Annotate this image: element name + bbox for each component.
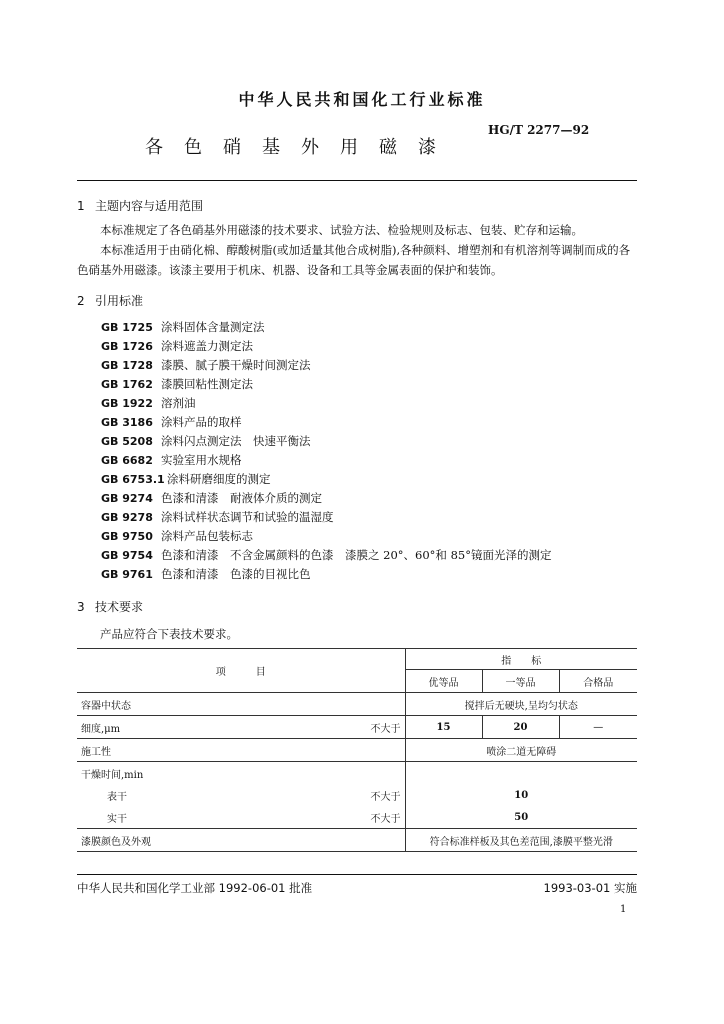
- row-label: 容器中状态: [77, 693, 405, 716]
- row-value: 搅拌后无硬块,呈均匀状态: [405, 693, 637, 716]
- reference-item: [101, 489, 551, 508]
- reference-item: [101, 527, 551, 546]
- reference-code: GB 6753.1: [101, 473, 165, 486]
- reference-title: 漆膜回粘性测定法: [161, 377, 253, 391]
- reference-code: GB 1725: [101, 321, 153, 334]
- item-column-header: 项 目: [77, 649, 405, 693]
- reference-code: GB 1922: [101, 397, 153, 410]
- reference-item: [101, 432, 551, 451]
- header-rule: [77, 180, 637, 181]
- reference-item: [101, 508, 551, 527]
- table-row: [77, 716, 637, 739]
- section-2-heading: [77, 292, 143, 309]
- reference-code: GB 9278: [101, 511, 153, 524]
- row-value: 喷涂二道无障碍: [405, 739, 637, 762]
- reference-title: 漆膜、腻子膜干燥时间测定法: [161, 358, 311, 372]
- row-condition: 不大于: [370, 813, 401, 825]
- issuing-organization: 中华人民共和国化工行业标准: [238, 90, 486, 109]
- section-title: 主题内容与适用范围: [95, 199, 204, 213]
- table-row: [77, 693, 637, 716]
- reference-item: [101, 413, 551, 432]
- section-title: 引用标准: [95, 294, 144, 308]
- reference-code: GB 5208: [101, 435, 153, 448]
- section-1-paragraph-2: 本标准适用于由硝化棉、醇酸树脂(或加适量其他合成树脂),各种颜料、增塑剂和有机溶剂等调制而成的各色硝基外用磁漆。该漆主要用于机床、机器、设备和工具等金属表面的保护和装饰。: [77, 243, 631, 277]
- row-value-first: 20: [482, 716, 559, 739]
- row-label: 干燥时间,min: [77, 762, 405, 785]
- row-label: 实干: [107, 813, 127, 825]
- implementation-date: 1993-03-01 实施: [543, 881, 637, 895]
- section-number: 3: [77, 600, 85, 614]
- index-column-header: 指 标: [405, 649, 637, 670]
- reference-title: 涂料研磨细度的测定: [167, 472, 271, 486]
- reference-title: 色漆和清漆 耐液体介质的测定: [161, 491, 322, 505]
- reference-title: 涂料试样状态调节和试验的温湿度: [161, 510, 334, 524]
- reference-title: 涂料闪点测定法 快速平衡法: [161, 434, 311, 448]
- reference-item: [101, 375, 551, 394]
- reference-item: [101, 394, 551, 413]
- reference-title: 色漆和清漆 色漆的目视比色: [161, 567, 311, 581]
- reference-title: 涂料遮盖力测定法: [161, 339, 253, 353]
- reference-item: [101, 337, 551, 356]
- row-value: 符合标准样板及其色差范围,漆膜平整光滑: [405, 829, 637, 852]
- reference-list: [101, 318, 551, 584]
- reference-item: [101, 356, 551, 375]
- table-row: [77, 739, 637, 762]
- section-3-heading: [77, 598, 143, 615]
- page-number: 1: [620, 904, 627, 915]
- row-value-qualified: —: [559, 716, 637, 739]
- standard-code: HG/T 2277—92: [488, 123, 590, 137]
- reference-code: GB 1726: [101, 340, 153, 353]
- reference-code: GB 3186: [101, 416, 153, 429]
- document-title: 各色硝基外用磁漆: [145, 137, 457, 158]
- grade-header-first: 一等品: [482, 670, 559, 693]
- reference-item: [101, 451, 551, 470]
- row-condition: 不大于: [370, 723, 401, 735]
- row-label-cell: [77, 784, 405, 806]
- section-1-heading: [77, 197, 203, 214]
- technical-requirements-table: [77, 648, 637, 852]
- table-row: [77, 829, 637, 852]
- table-row: [77, 762, 637, 785]
- row-value: 50: [405, 806, 637, 829]
- reference-title: 涂料产品包装标志: [161, 529, 253, 543]
- footer-rule: [77, 874, 637, 875]
- grade-header-superior: 优等品: [405, 670, 482, 693]
- reference-code: GB 9274: [101, 492, 153, 505]
- approval-statement: 中华人民共和国化学工业部 1992-06-01 批准: [77, 881, 313, 895]
- reference-item: [101, 470, 551, 489]
- row-value-empty: [405, 762, 637, 785]
- row-label-cell: [77, 806, 405, 829]
- section-number: 2: [77, 294, 85, 308]
- reference-title: 色漆和清漆 不含金属颜料的色漆 漆膜之 20°、60°和 85°镜面光泽的测定: [161, 548, 552, 562]
- table-row: [77, 784, 637, 806]
- reference-item: [101, 546, 551, 565]
- reference-code: GB 1728: [101, 359, 153, 372]
- row-value-superior: 15: [405, 716, 482, 739]
- reference-code: GB 9750: [101, 530, 153, 543]
- reference-title: 溶剂油: [161, 396, 196, 410]
- row-label: 细度,μm: [81, 723, 121, 735]
- row-label: 施工性: [77, 739, 405, 762]
- reference-code: GB 9761: [101, 568, 153, 581]
- reference-title: 涂料固体含量测定法: [161, 320, 265, 334]
- row-condition: 不大于: [370, 791, 401, 803]
- reference-title: 实验室用水规格: [161, 453, 242, 467]
- reference-title: 涂料产品的取样: [161, 415, 242, 429]
- reference-item: [101, 565, 551, 584]
- row-label: 漆膜颜色及外观: [77, 829, 405, 852]
- reference-code: GB 1762: [101, 378, 153, 391]
- section-3-paragraph: 产品应符合下表技术要求。: [100, 627, 238, 641]
- reference-code: GB 6682: [101, 454, 153, 467]
- table-row: [77, 806, 637, 829]
- section-number: 1: [77, 199, 85, 213]
- row-label-cell: [77, 716, 405, 739]
- reference-item: [101, 318, 551, 337]
- section-1-paragraph-1: 本标准规定了各色硝基外用磁漆的技术要求、试验方法、检验规则及标志、包装、贮存和运输。: [100, 223, 583, 237]
- row-value: 10: [405, 784, 637, 806]
- grade-header-qualified: 合格品: [559, 670, 637, 693]
- section-title: 技术要求: [95, 600, 144, 614]
- row-label: 表干: [107, 791, 127, 803]
- reference-code: GB 9754: [101, 549, 153, 562]
